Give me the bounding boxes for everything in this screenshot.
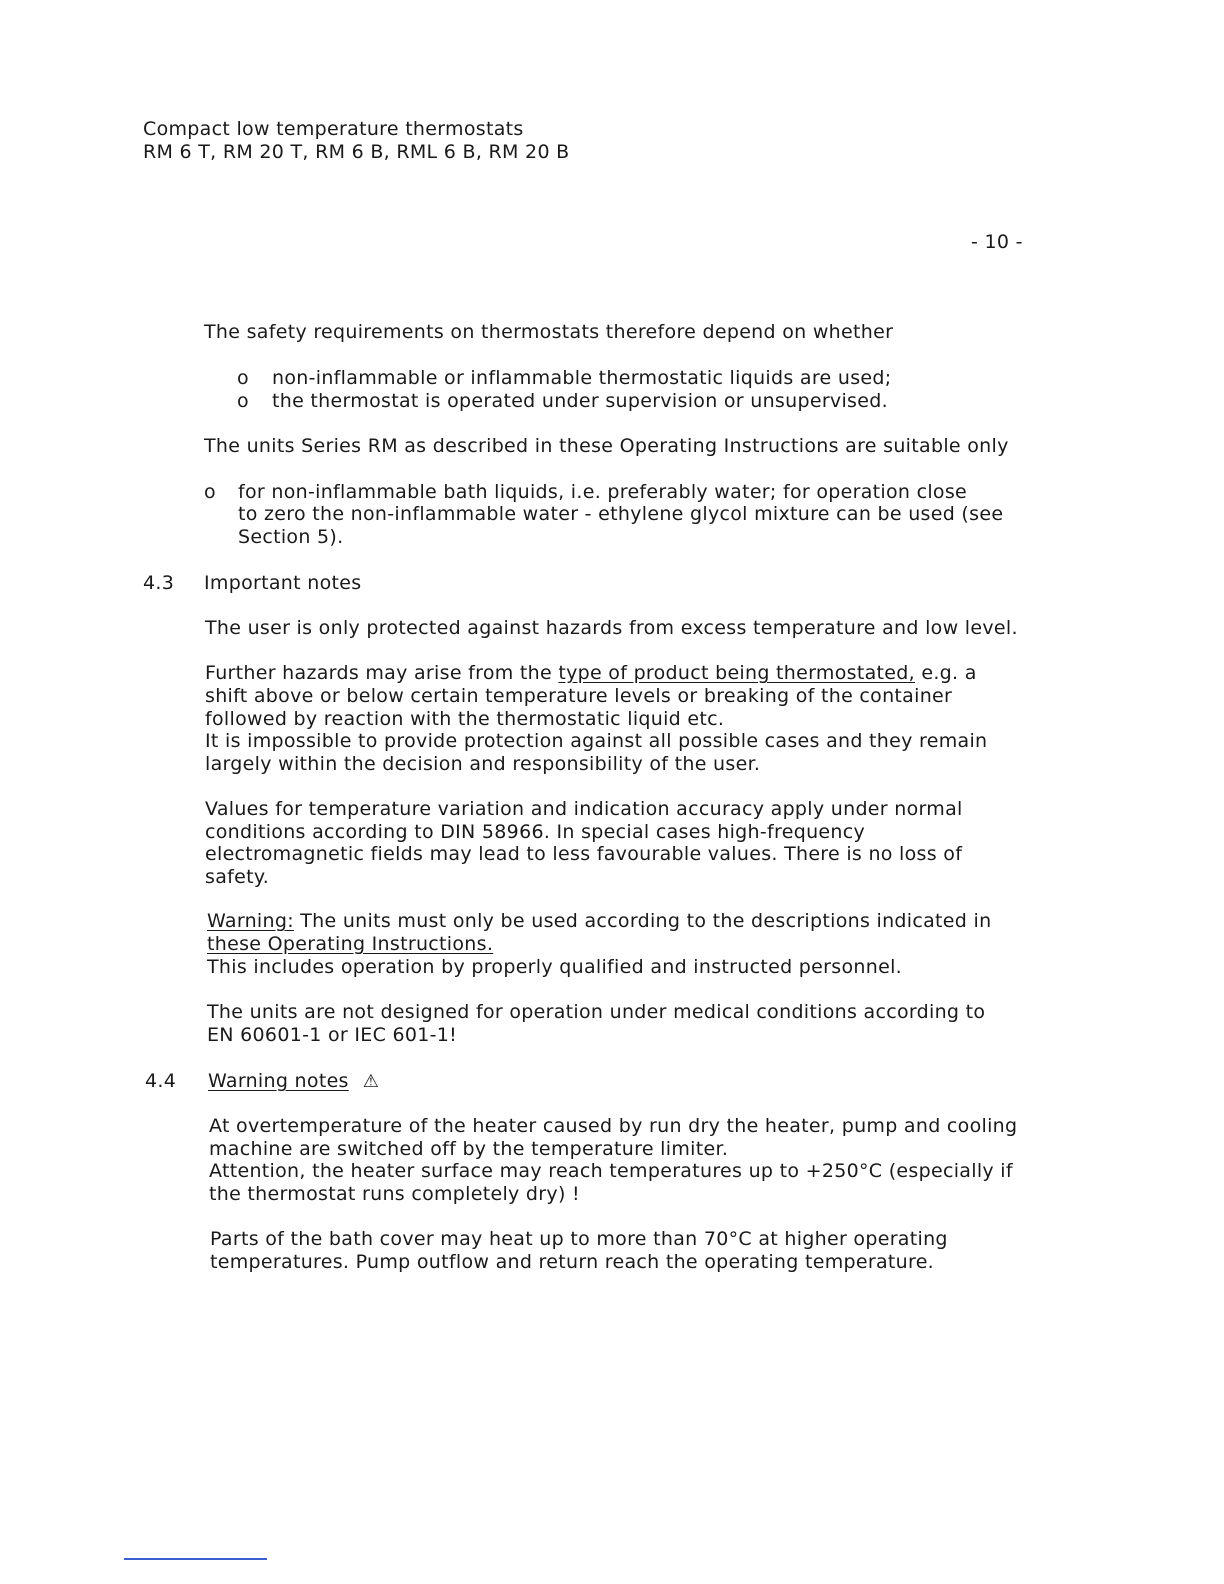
footer-rule	[124, 1558, 267, 1560]
section-title: Warning notes	[208, 1070, 349, 1092]
text-run: The units must only be used according to the descriptions indicated in	[293, 910, 992, 932]
paragraph-line: safety.	[205, 866, 270, 888]
bullet-text: the thermostat is operated under supervision or unsupervised.	[272, 390, 888, 412]
paragraph-line: temperatures. Pump outflow and return reach the operating temperature.	[210, 1251, 935, 1273]
suit-bullet-line: Section 5).	[238, 526, 344, 548]
paragraph-line: machine are switched off by the temperature limiter.	[209, 1138, 729, 1160]
intro-sentence: The safety requirements on thermostats therefore depend on whether	[204, 321, 894, 343]
paragraph-line: EN 60601-1 or IEC 601-1!	[207, 1024, 458, 1046]
paragraph-line: shift above or below certain temperature levels or breaking of the container	[205, 685, 953, 707]
section-number: 4.3	[143, 572, 175, 594]
paragraph-line: Parts of the bath cover may heat up to more than 70°C at higher operating	[210, 1228, 948, 1250]
paragraph-line: At overtemperature of the heater caused by run dry the heater, pump and cooling	[209, 1115, 1018, 1137]
page-number: - 10 -	[971, 231, 1023, 253]
paragraph-line: followed by reaction with the thermostatic liquid etc.	[205, 708, 725, 730]
warning-label: Warning:	[207, 910, 294, 932]
bullet-text: non-inflammable or inflammable thermostatic liquids are used;	[272, 367, 892, 389]
section-title: Important notes	[204, 572, 362, 594]
suit-bullet-line: for non-inflammable bath liquids, i.e. preferably water; for operation close	[238, 481, 968, 503]
paragraph: The user is only protected against hazards from excess temperature and low level.	[205, 617, 1018, 639]
paragraph-line: largely within the decision and responsibility of the user.	[205, 753, 761, 775]
section-heading	[208, 1070, 379, 1092]
paragraph-line: electromagnetic fields may lead to less favourable values. There is no loss of	[205, 843, 963, 865]
underlined-phrase: type of product being thermostated,	[558, 662, 915, 684]
warning-triangle-icon: ⚠	[362, 1071, 380, 1092]
bullet-marker: o	[237, 367, 249, 389]
paragraph-line: Attention, the heater surface may reach temperatures up to +250°C (especially if	[209, 1160, 1013, 1182]
bullet-marker: o	[237, 390, 249, 412]
bullet-marker: o	[204, 481, 216, 503]
paragraph-line: Values for temperature variation and indication accuracy apply under normal	[205, 798, 963, 820]
warning-line	[207, 910, 991, 932]
paragraph-line: conditions according to DIN 58966. In special cases high-frequency	[205, 821, 866, 843]
warning-line: This includes operation by properly qualified and instructed personnel.	[207, 956, 902, 978]
paragraph-line	[205, 662, 977, 684]
paragraph-line: the thermostat runs completely dry) !	[209, 1183, 580, 1205]
text-run: Further hazards may arise from the	[205, 662, 559, 684]
paragraph-line: The units are not designed for operation under medical conditions according to	[207, 1001, 986, 1023]
section-number: 4.4	[145, 1070, 177, 1092]
text-run: e.g. a	[914, 662, 977, 684]
header-models: RM 6 T, RM 20 T, RM 6 B, RML 6 B, RM 20 B	[143, 141, 570, 163]
suit-bullet-line: to zero the non-inflammable water - ethylene glycol mixture can be used (see	[238, 503, 1004, 525]
warning-line: these Operating Instructions.	[207, 933, 494, 955]
paragraph-line: It is impossible to provide protection against all possible cases and they remain	[205, 730, 988, 752]
header-title: Compact low temperature thermostats	[143, 118, 524, 140]
suitability-sentence: The units Series RM as described in these Operating Instructions are suitable only	[204, 435, 1009, 457]
